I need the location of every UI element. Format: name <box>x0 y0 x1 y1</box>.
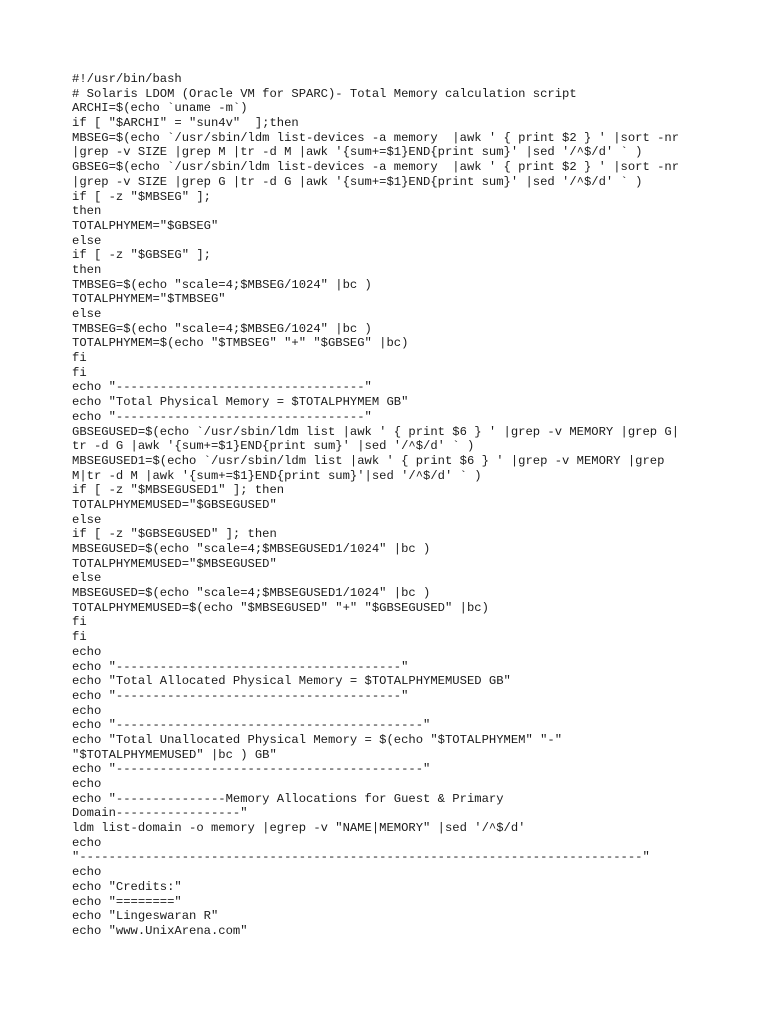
code-line: MBSEGUSED=$(echo "scale=4;$MBSEGUSED1/1024" |bc ) <box>72 586 431 601</box>
code-line: then <box>72 262 102 277</box>
code-line: GBSEG=$(echo `/usr/sbin/ldm list-devices -a memory |awk ' { print $2 } ' |sort -nr <box>72 160 680 175</box>
code-line: echo "Total Allocated Physical Memory = $TOTALPHYMEMUSED GB" <box>72 674 511 689</box>
code-line: else <box>72 307 102 321</box>
code-line: MBSEGUSED1=$(echo `/usr/sbin/ldm list |awk ' { print $6 } ' |grep -v MEMORY |grep <box>72 453 665 468</box>
code-line: # Solaris LDOM (Oracle VM for SPARC)- Total Memory calculation script <box>72 86 577 101</box>
code-line: tr -d G |awk '{sum+=$1}END{print sum}' |sed '/^$/d' ` ) <box>72 439 475 454</box>
code-line: echo "----------------------------------" <box>72 409 372 424</box>
code-line: fi <box>72 365 87 380</box>
code-line: echo <box>72 835 102 850</box>
code-line: echo <box>72 644 102 659</box>
code-line: TOTALPHYMEM=$(echo "$TMBSEG" "+" "$GBSEG" |bc) <box>72 336 409 351</box>
code-line: MBSEG=$(echo `/usr/sbin/ldm list-devices -a memory |awk ' { print $2 } ' |sort -nr <box>72 130 680 145</box>
code-line: ARCHI=$(echo `uname -m`) <box>72 101 248 116</box>
code-line: else <box>72 571 102 586</box>
code-line: fi <box>72 615 87 630</box>
code-line: Domain-----------------" <box>72 806 248 821</box>
code-line: ldm list-domain -o memory |egrep -v "NAME|MEMORY" |sed '/^$/d' <box>72 821 526 836</box>
code-line: then <box>72 204 102 219</box>
code-line: TMBSEG=$(echo "scale=4;$MBSEG/1024" |bc ) <box>72 321 372 336</box>
code-line: TOTALPHYMEMUSED=$(echo "$MBSEGUSED" "+" "$GBSEGUSED" |bc) <box>72 600 489 615</box>
code-line: TOTALPHYMEMUSED="$MBSEGUSED" <box>72 556 277 571</box>
code-line: else <box>72 512 102 527</box>
code-line: echo "========" <box>72 894 182 909</box>
code-line: echo <box>72 703 102 718</box>
code-line: "-----------------------------------------------------------------------------" <box>72 850 650 865</box>
code-line: echo "------------------------------------------" <box>72 718 431 733</box>
code-line: TOTALPHYMEM="$TMBSEG" <box>72 292 226 307</box>
code-line: if [ "$ARCHI" = "sun4v" ];then <box>72 116 299 131</box>
code-line: "$TOTALPHYMEMUSED" |bc ) GB" <box>72 747 277 762</box>
code-line: else <box>72 233 102 248</box>
code-line: if [ -z "$MBSEGUSED1" ]; then <box>72 483 285 498</box>
code-line: fi <box>72 630 87 645</box>
code-line: echo "Lingeswaran R" <box>72 909 219 924</box>
code-line: if [ -z "$MBSEG" ]; <box>72 189 211 204</box>
code-line: echo "------------------------------------------" <box>72 762 431 777</box>
code-line: if [ -z "$GBSEG" ]; <box>72 248 211 263</box>
code-line: echo "---------------------------------------" <box>72 688 409 703</box>
code-line: TOTALPHYMEM="$GBSEG" <box>72 218 219 233</box>
code-line: echo "---------------Memory Allocations for Guest & Primary <box>72 791 504 806</box>
code-line: GBSEGUSED=$(echo `/usr/sbin/ldm list |awk ' { print $6 } ' |grep -v MEMORY |grep G| <box>72 424 680 439</box>
code-line: MBSEGUSED=$(echo "scale=4;$MBSEGUSED1/1024" |bc ) <box>72 542 431 556</box>
code-line: echo "Total Unallocated Physical Memory = $(echo "$TOTALPHYMEM" "-" <box>72 732 563 747</box>
script-code-block <box>72 72 732 939</box>
code-line: M|tr -d M |awk '{sum+=$1}END{print sum}'|sed '/^$/d' ` ) <box>72 468 482 483</box>
code-line: echo "Credits:" <box>72 879 182 894</box>
code-line: #!/usr/bin/bash <box>72 72 182 86</box>
code-line: |grep -v SIZE |grep G |tr -d G |awk '{sum+=$1}END{print sum}' |sed '/^$/d' ` ) <box>72 174 643 189</box>
code-line: fi <box>72 351 87 366</box>
code-line: echo <box>72 777 102 791</box>
code-line: TMBSEG=$(echo "scale=4;$MBSEG/1024" |bc ) <box>72 277 372 292</box>
code-line: echo "Total Physical Memory = $TOTALPHYMEM GB" <box>72 395 409 410</box>
code-line: echo "----------------------------------" <box>72 380 372 395</box>
code-line: echo <box>72 865 102 880</box>
code-line: TOTALPHYMEMUSED="$GBSEGUSED" <box>72 497 277 512</box>
code-line: if [ -z "$GBSEGUSED" ]; then <box>72 527 277 542</box>
code-line: |grep -v SIZE |grep M |tr -d M |awk '{sum+=$1}END{print sum}' |sed '/^$/d' ` ) <box>72 145 643 160</box>
code-line: echo "www.UnixArena.com" <box>72 923 248 938</box>
code-line: echo "---------------------------------------" <box>72 659 409 674</box>
